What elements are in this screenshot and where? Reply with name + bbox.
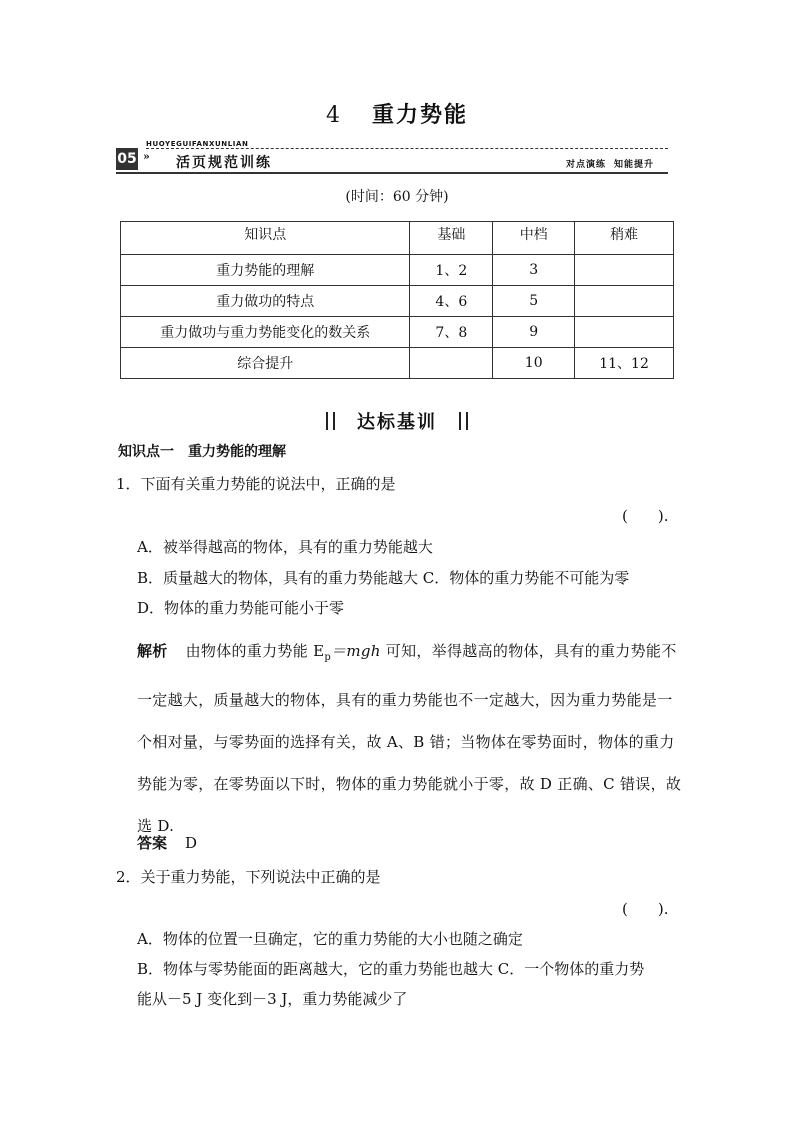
table-row xyxy=(121,317,674,348)
banner-right-label-improve: 知能提升 xyxy=(613,160,654,170)
banner-right-labels xyxy=(566,157,654,170)
section-banner xyxy=(116,140,668,176)
section-heading-text: 达标基训 xyxy=(357,412,437,433)
question-1-option: A．被举得越高的物体，具有的重力势能越大 xyxy=(137,538,433,556)
analysis-subscript: p xyxy=(324,652,332,663)
table-cell: 重力做功的特点 xyxy=(121,286,410,317)
title-number: 4 xyxy=(325,103,342,128)
title-text: 重力势能 xyxy=(371,102,468,128)
question-2-stem: 2．关于重力势能，下列说法中正确的是 xyxy=(116,868,381,886)
table-cell: 5 xyxy=(493,286,575,317)
table-header-cell: 知识点 xyxy=(121,222,410,255)
table-cell: 重力做功与重力势能变化的数关系 xyxy=(121,317,410,348)
question-1-stem: 1．下面有关重力势能的说法中，正确的是 xyxy=(116,475,396,493)
question-1-answer-blank: ( ). xyxy=(622,507,669,525)
table-cell: 4、6 xyxy=(410,286,493,317)
banner-subtitle: HUOYEGUIFANXUNLIAN xyxy=(146,140,249,148)
table-cell xyxy=(575,286,674,317)
knowledge-table xyxy=(120,221,674,379)
double-bar-icon xyxy=(459,412,468,430)
table-cell: 3 xyxy=(493,255,575,286)
table-cell: 重力势能的理解 xyxy=(121,255,410,286)
time-limit: (时间：60 分钟) xyxy=(345,189,449,205)
table-header-cell: 中档 xyxy=(493,222,575,255)
banner-divider-dashed xyxy=(146,148,668,149)
table-header-cell: 基础 xyxy=(410,222,493,255)
table-cell xyxy=(575,255,674,286)
table-row xyxy=(121,286,674,317)
double-bar-icon xyxy=(326,412,335,430)
table-cell: 9 xyxy=(493,317,575,348)
answer-label: 答案 xyxy=(137,834,168,852)
analysis-formula: ＝mgh xyxy=(331,642,381,660)
question-1-option: B．质量越大的物体，具有的重力势能越大 C．物体的重力势能不可能为零 xyxy=(137,569,630,587)
double-chevron-icon: » xyxy=(143,150,150,163)
table-header-cell: 稍难 xyxy=(575,222,674,255)
analysis-label: 解析 xyxy=(137,642,168,660)
question-2-option: B．物体与零势能面的距离越大，它的重力势能也越大 C．一个物体的重力势 xyxy=(137,960,645,978)
table-cell: 7、8 xyxy=(410,317,493,348)
banner-title: 活页规范训练 xyxy=(176,155,272,171)
table-row xyxy=(121,255,674,286)
table-cell xyxy=(410,348,493,379)
banner-right-label-practice: 对点演练 xyxy=(565,160,606,170)
knowledge-point-heading: 知识点一 重力势能的理解 xyxy=(118,444,286,460)
section-heading xyxy=(0,408,794,434)
banner-divider xyxy=(116,172,668,174)
banner-number-badge: 05 xyxy=(116,148,138,170)
question-1-analysis xyxy=(137,630,682,847)
table-row xyxy=(121,348,674,379)
analysis-body: 可知，举得越高的物体，具有的重力势能不一定越大，质量越大的物体，具有的重力势能也不一定越大，因为重力势能是一个相对量，与零势面的选择有关，故 A、B 错；当物体在零势面时，物体的重力势能为零，在零势面以下时，物体的重力势能就小于零，故 D 正确、C 错误，故选 D. xyxy=(137,642,682,835)
question-2-answer-blank: ( ). xyxy=(622,900,669,918)
question-1-option: D．物体的重力势能可能小于零 xyxy=(137,599,345,617)
question-2-option: A．物体的位置一旦确定，它的重力势能的大小也随之确定 xyxy=(137,930,523,948)
page-title xyxy=(0,98,794,129)
question-2-option: 能从－5 J 变化到－3 J，重力势能减少了 xyxy=(137,990,408,1008)
answer-value: D xyxy=(185,834,198,852)
question-1-answer xyxy=(137,832,197,853)
table-header-row xyxy=(121,222,674,255)
table-cell: 10 xyxy=(493,348,575,379)
table-cell: 11、12 xyxy=(575,348,674,379)
analysis-text: 由物体的重力势能 E xyxy=(185,642,325,660)
table-cell: 1、2 xyxy=(410,255,493,286)
table-cell: 综合提升 xyxy=(121,348,410,379)
table-cell xyxy=(575,317,674,348)
